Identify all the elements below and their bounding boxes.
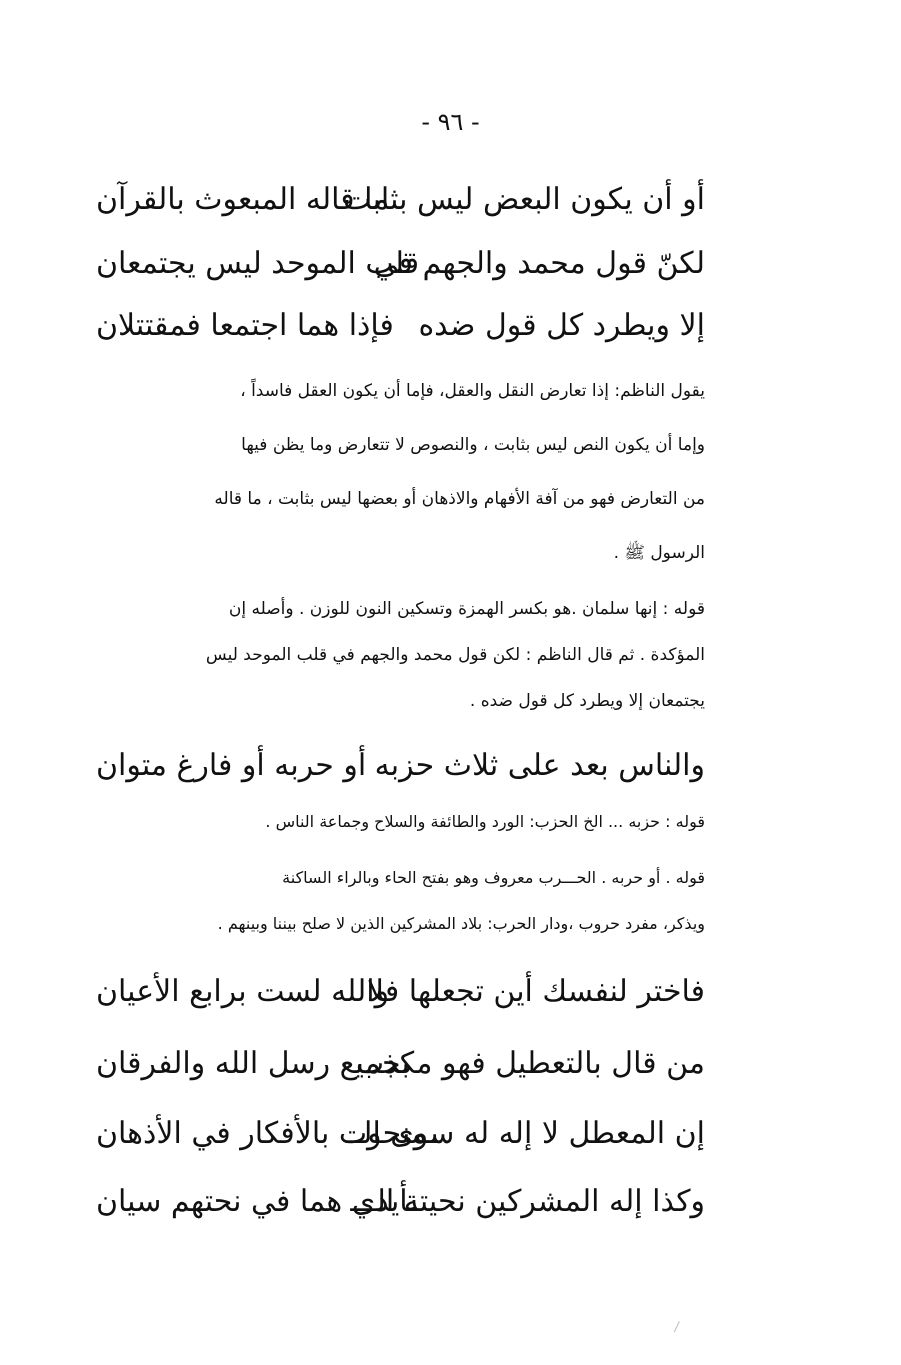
verse-second-hemistich: ـمنحوت بالأفكار في الأذهان (96, 1116, 438, 1151)
verse-first-hemistich: إن المعطل لا إله له سوى الــ (345, 1116, 705, 1151)
verse-first-hemistich: وكذا إله المشركين نحيتة الـــ (350, 1184, 705, 1219)
commentary-line: قوله : إنها سلمان .هو بكسر الهمزة وتسكين النون للوزن . وأصله إن (228, 599, 705, 619)
verse-line (96, 962, 705, 1022)
verse-line (96, 1034, 705, 1094)
commentary-line: يقول الناظم: إذا تعارض النقل والعقل، فإما أن يكون العقل فاسداً ، (240, 381, 705, 401)
commentary-paragraph (96, 586, 705, 724)
verse-second-hemistich: ـأيدي هما في نحتهم سيان (96, 1184, 418, 1219)
commentary-line: يجتمعان إلا ويطرد كل قول ضده . (469, 691, 705, 711)
verse-line (96, 170, 705, 230)
verse-first-hemistich: والناس بعد على ثلاث حزبه (374, 748, 705, 783)
scan-mark (674, 1321, 685, 1335)
commentary-line: المؤكدة . ثم قال الناظم : لكن قول محمد والجهم في قلب الموحد ليس (205, 645, 705, 665)
verse-second-hemistich: فإذا هما اجتمعا فمقتتلان (96, 308, 394, 343)
commentary-line: الرسول ﷺ . (613, 543, 705, 563)
commentary-line: من التعارض فهو من آفة الأفهام والاذهان أو بعضها ليس بثابت ، ما قاله (214, 489, 705, 509)
note-line: قوله : حزبه ... الخ الحزب: الورد والطائفة والسلاح وجماعة الناس . (265, 812, 705, 831)
verse-line (96, 296, 705, 356)
commentary-line: وإما أن يكون النص ليس بثابت ، والنصوص لا تتعارض وما يظن فيها (241, 435, 705, 455)
verse-second-hemistich: أو حربه أو فارغ متوان (96, 748, 367, 783)
verse-second-hemistich: والله لست برابع الأعيان (96, 974, 390, 1009)
verse-first-hemistich: أو أن يكون البعض ليس بثابت (343, 182, 705, 217)
verse-first-hemistich: من قال بالتعطيل فهو مكذب (355, 1046, 705, 1081)
verse-first-hemistich: فاختر لنفسك أين تجعلها فلا (366, 974, 705, 1009)
verse-line (96, 736, 705, 796)
commentary-paragraph (96, 364, 705, 580)
verse-second-hemistich: قلب الموحد ليس يجتمعان (96, 246, 420, 281)
verse-line (96, 1172, 705, 1232)
page-number: - ٩٦ - (421, 108, 480, 136)
note-line: ويذكر، مفرد حروب ،ودار الحرب: بلاد المشركين الذين لا صلح بيننا وبينهم . (217, 914, 705, 933)
note-line: قوله . أو حربه . الحـــرب معروف وهو بفتح الحاء وبالراء الساكنة (282, 868, 705, 887)
verse-first-hemistich: إلا ويطرد كل قول ضده (418, 308, 705, 343)
verse-line (96, 234, 705, 294)
verse-second-hemistich: ما قاله المبعوث بالقرآن (96, 182, 390, 217)
verse-line (96, 1104, 705, 1164)
verse-first-hemistich: لكنّ قول محمد والجهم في (373, 246, 705, 281)
verse-second-hemistich: بجميع رسل الله والفرقان (96, 1046, 410, 1081)
